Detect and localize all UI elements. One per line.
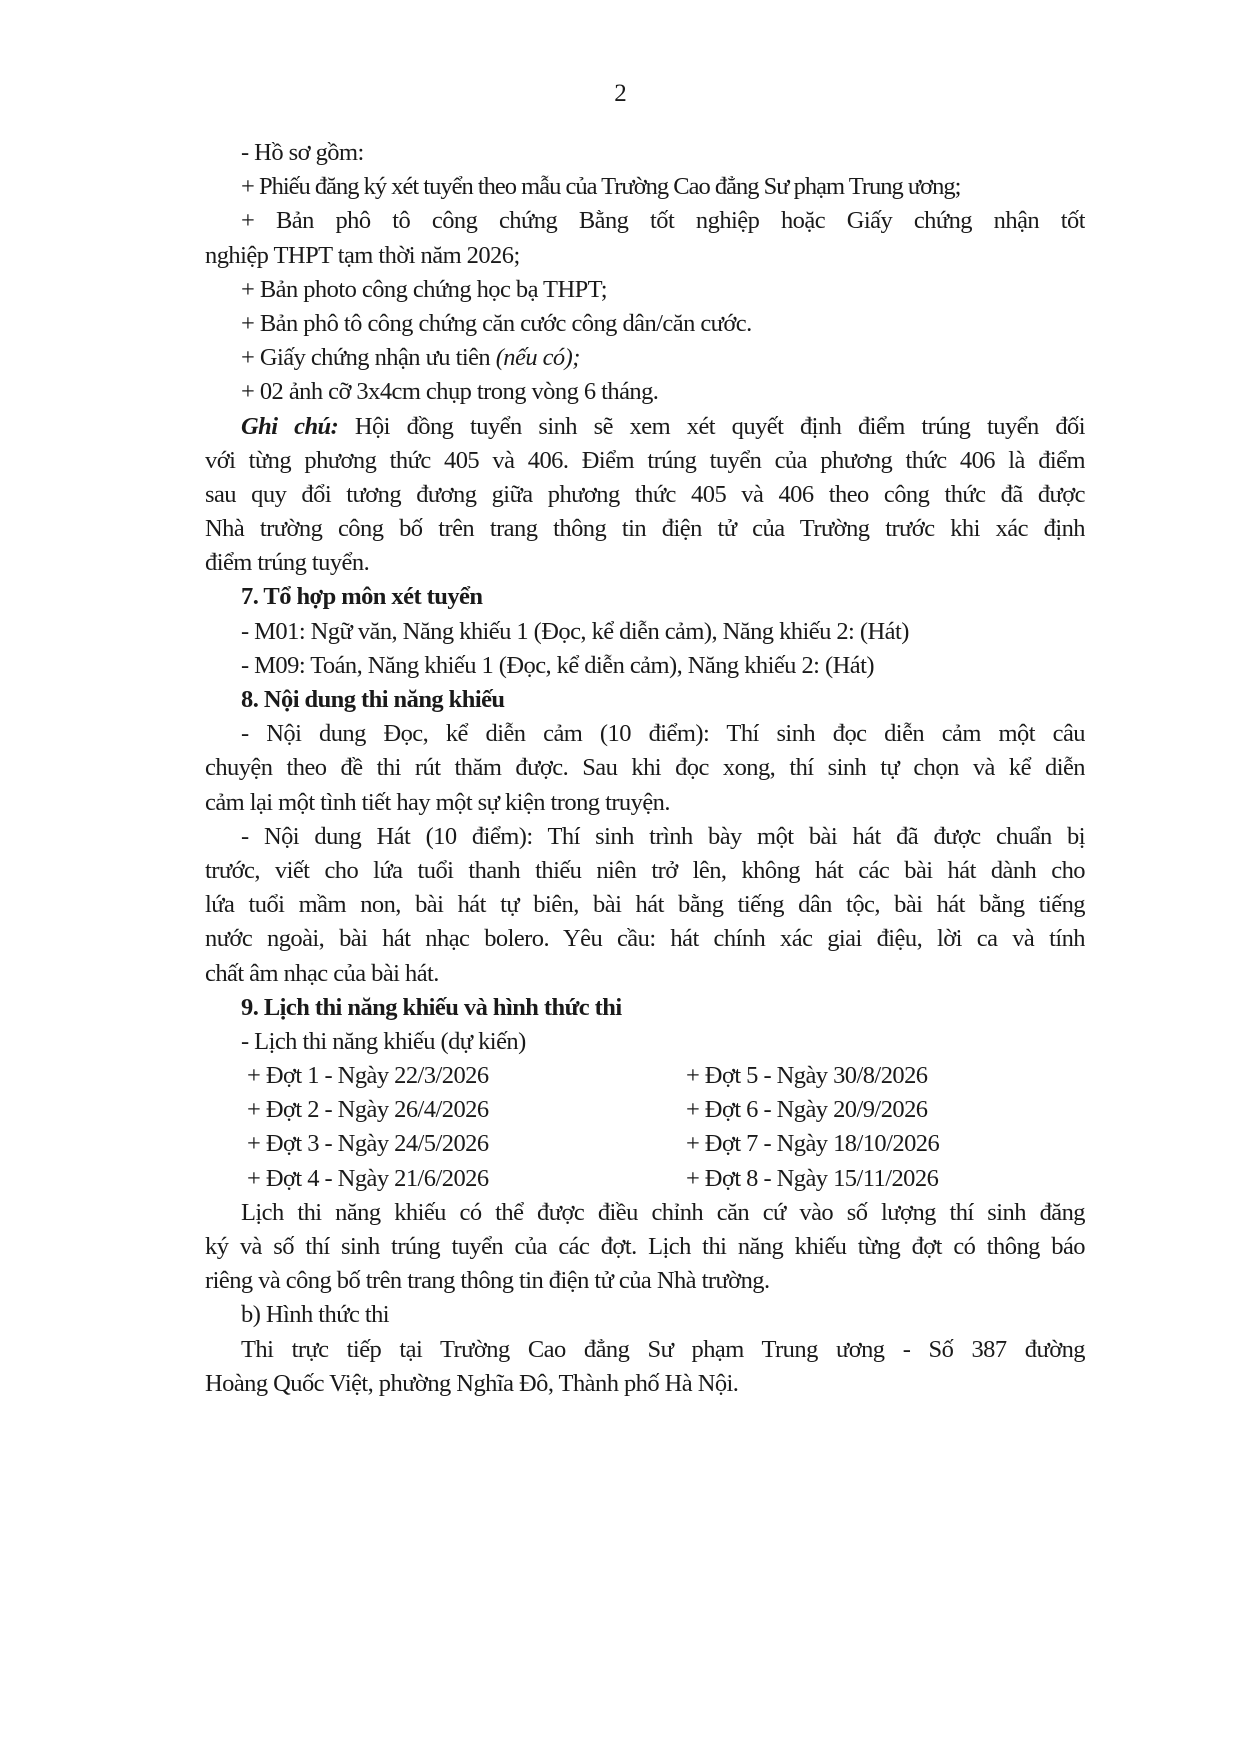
note-line: Nhà trường công bố trên trang thông tin điện tử của Trường trước khi xác định bbox=[205, 515, 1085, 543]
documents-item: + Bản phô tô công chứng căn cước công dân/căn cước. bbox=[241, 309, 752, 337]
documents-item: + Bản phô tô công chứng Bằng tốt nghiệp hoặc Giấy chứng nhận tốt bbox=[241, 207, 1085, 235]
schedule-row bbox=[205, 1127, 1085, 1161]
schedule-entry: + Đợt 6 - Ngày 20/9/2026 bbox=[685, 1096, 928, 1124]
schedule-note-line: Lịch thi năng khiếu có thể được điều chỉnh căn cứ vào số lượng thí sinh đăng bbox=[241, 1198, 1085, 1226]
documents-heading: - Hồ sơ gồm: bbox=[241, 139, 364, 166]
document-body bbox=[205, 136, 1085, 1401]
schedule-row bbox=[205, 1162, 1085, 1196]
note-label: Ghi chú: bbox=[241, 412, 339, 440]
combination-line: - M01: Ngữ văn, Năng khiếu 1 (Đọc, kể diễn cảm), Năng khiếu 2: (Hát) bbox=[241, 617, 909, 645]
schedule-note-line: ký và số thí sinh trúng tuyển của các đợt. Lịch thi năng khiếu từng đợt có thông báo bbox=[205, 1233, 1085, 1260]
schedule-entry: + Đợt 2 - Ngày 26/4/2026 bbox=[247, 1096, 489, 1124]
singing-line: nước ngoài, bài hát nhạc bolero. Yêu cầu: hát chính xác giai điệu, lời ca và tính bbox=[205, 925, 1085, 953]
schedule-row bbox=[205, 1059, 1085, 1093]
singing-line: lứa tuổi mầm non, bài hát tự biên, bài hát bằng tiếng dân tộc, bài hát bằng tiếng bbox=[205, 891, 1085, 919]
reading-line: chuyện theo đề thi rút thăm được. Sau khi đọc xong, thí sinh tự chọn và kể diễn bbox=[205, 754, 1085, 782]
note-line bbox=[205, 410, 1085, 444]
singing-line: trước, viết cho lứa tuổi thanh thiếu niên trở lên, không hát các bài hát dành cho bbox=[205, 856, 1085, 884]
documents-item: + Phiếu đăng ký xét tuyển theo mẫu của Trường Cao đẳng Sư phạm Trung ương; bbox=[241, 173, 961, 201]
section-7-title: 7. Tổ hợp môn xét tuyển bbox=[241, 583, 483, 611]
singing-line: chất âm nhạc của bài hát. bbox=[205, 959, 439, 987]
combination-line: - M09: Toán, Năng khiếu 1 (Đọc, kể diễn cảm), Năng khiếu 2: (Hát) bbox=[241, 651, 874, 679]
schedule-entry: + Đợt 3 - Ngày 24/5/2026 bbox=[247, 1130, 489, 1158]
schedule-entry: + Đợt 4 - Ngày 21/6/2026 bbox=[247, 1164, 489, 1192]
format-line: Hoàng Quốc Việt, phường Nghĩa Đô, Thành phố Hà Nội. bbox=[205, 1369, 739, 1397]
reading-line: - Nội dung Đọc, kể diễn cảm (10 điểm): Thí sinh đọc diễn cảm một câu bbox=[241, 720, 1085, 748]
reading-line: cảm lại một tình tiết hay một sự kiện trong truyện. bbox=[205, 788, 670, 816]
documents-item: + 02 ảnh cỡ 3x4cm chụp trong vòng 6 tháng. bbox=[241, 378, 659, 406]
documents-item: + Bản photo công chứng học bạ THPT; bbox=[241, 275, 608, 303]
format-line: Thi trực tiếp tại Trường Cao đẳng Sư phạm Trung ương - Số 387 đường bbox=[241, 1335, 1085, 1363]
singing-line: - Nội dung Hát (10 điểm): Thí sinh trình bày một bài hát đã được chuẩn bị bbox=[241, 822, 1085, 850]
schedule-entry: + Đợt 8 - Ngày 15/11/2026 bbox=[685, 1164, 939, 1192]
documents-item: nghiệp THPT tạm thời năm 2026; bbox=[205, 241, 520, 269]
documents-item-priority bbox=[205, 341, 1085, 375]
schedule-heading: - Lịch thi năng khiếu (dự kiến) bbox=[241, 1027, 526, 1055]
page-number: 2 bbox=[614, 80, 627, 107]
schedule-row bbox=[205, 1093, 1085, 1127]
format-heading: b) Hình thức thi bbox=[241, 1301, 390, 1329]
section-9-title: 9. Lịch thi năng khiếu và hình thức thi bbox=[241, 993, 622, 1021]
schedule-entry: + Đợt 1 - Ngày 22/3/2026 bbox=[247, 1062, 489, 1090]
schedule-note-line: riêng và công bố trên trang thông tin điện tử của Nhà trường. bbox=[205, 1267, 770, 1295]
schedule-entry: + Đợt 5 - Ngày 30/8/2026 bbox=[685, 1062, 928, 1090]
schedule-entry: + Đợt 7 - Ngày 18/10/2026 bbox=[685, 1130, 940, 1158]
section-8-title: 8. Nội dung thi năng khiếu bbox=[241, 686, 505, 713]
note-line: với từng phương thức 405 và 406. Điểm trúng tuyển của phương thức 406 là điểm bbox=[205, 446, 1085, 474]
documents-item: + Giấy chứng nhận ưu tiên bbox=[241, 344, 496, 372]
note-line: điểm trúng tuyển. bbox=[205, 549, 370, 577]
priority-note: (nếu có); bbox=[495, 344, 580, 372]
note-text: Hội đồng tuyển sinh sẽ xem xét quyết định điểm trúng tuyển đối bbox=[338, 412, 1085, 440]
note-line: sau quy đổi tương đương giữa phương thức 405 và 406 theo công thức đã được bbox=[205, 480, 1085, 508]
